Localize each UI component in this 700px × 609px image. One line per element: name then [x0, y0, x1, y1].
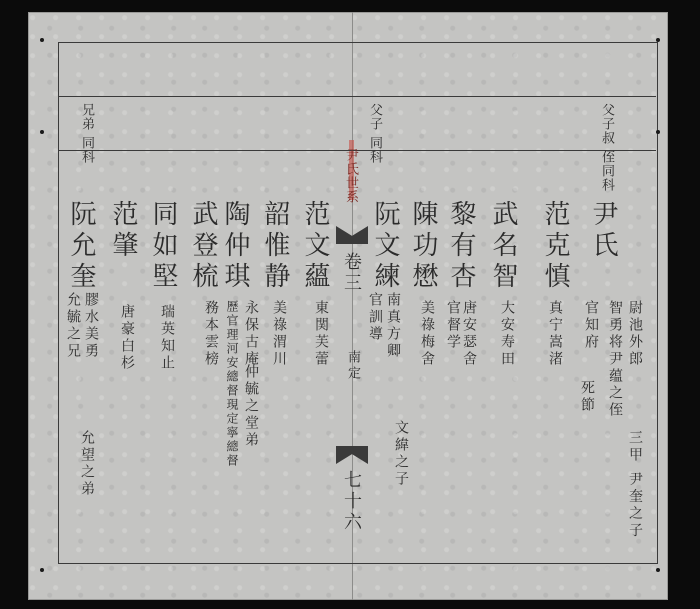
entry-3-name: 黎有杏	[446, 200, 476, 293]
binding-hole	[656, 38, 660, 42]
entry-2-name: 武名智	[488, 200, 518, 293]
entry-3-note2: 官督学	[445, 300, 461, 351]
entry-0-note3: 三甲 尹奎之子	[627, 430, 643, 540]
entry-0-name: 尹氏	[588, 200, 618, 262]
entry-12-name: 阮允奎	[66, 200, 96, 293]
entry-4-note1: 美祿梅舍	[419, 300, 435, 368]
entry-3-note1: 唐安瑟舍	[461, 300, 477, 368]
entry-8-note2: 仲毓之堂弟	[243, 364, 259, 449]
entry-1-note3: 死節	[579, 380, 595, 414]
page-number: 七十六	[341, 470, 362, 533]
entry-5-note1: 南真方卿	[385, 292, 401, 360]
entry-12-note2: 允毓之兄	[65, 292, 81, 360]
entry-8-note3: 歷官理河安總督現定寧總督	[225, 300, 239, 468]
header-left: 兄弟 同科	[79, 103, 94, 165]
entry-0-note1: 尉池外郎	[627, 300, 643, 368]
binding-hole	[656, 130, 660, 134]
header-rule-top	[58, 96, 656, 97]
binding-hole	[656, 568, 660, 572]
entry-11-note1: 唐豪白杉	[119, 304, 135, 372]
entry-12-note3: 允望之弟	[79, 430, 95, 498]
entry-10-note1: 瑞英知止	[159, 304, 175, 372]
entry-1-name: 范克慎	[540, 200, 570, 293]
entry-1-note1: 真宁嵩渚	[547, 300, 563, 368]
header-right: 父子叔 侄同科	[599, 103, 614, 193]
margin-title: 尹氏世系	[343, 148, 358, 204]
binding-hole	[40, 130, 44, 134]
entry-9-note1: 務本雲榜	[203, 300, 219, 368]
entry-6-note1: 東関芙蕾	[313, 300, 329, 368]
entry-0-note2: 智勇将尹蕴之侄	[607, 300, 623, 419]
entry-8-name: 陶仲琪	[220, 200, 250, 293]
entry-11-name: 范肇	[108, 200, 138, 262]
header-middle: 父子 同科	[367, 103, 382, 165]
entry-5-note2: 官訓導	[367, 292, 383, 343]
entry-5-name: 阮文練	[370, 200, 400, 293]
binding-hole	[40, 38, 44, 42]
entry-9-name: 武登梳	[188, 200, 218, 293]
place-label: 南定	[345, 350, 360, 382]
binding-hole	[40, 568, 44, 572]
entry-5-note3: 文緯之子	[393, 420, 409, 488]
entry-10-name: 同如堅	[148, 200, 178, 293]
entry-7-name: 韶惟静	[260, 200, 290, 293]
entry-1-note2: 官知府	[583, 300, 599, 351]
entry-7-note1: 美祿渭川	[271, 300, 287, 368]
entry-2-note1: 大安寿田	[499, 300, 515, 368]
entry-8-note1: 永保古庵	[243, 300, 259, 368]
entry-6-name: 范文蘊	[300, 200, 330, 293]
entry-4-name: 陳功懋	[408, 200, 438, 293]
entry-12-note1: 膠水美勇	[83, 292, 99, 360]
volume-label: 卷三	[341, 252, 362, 294]
